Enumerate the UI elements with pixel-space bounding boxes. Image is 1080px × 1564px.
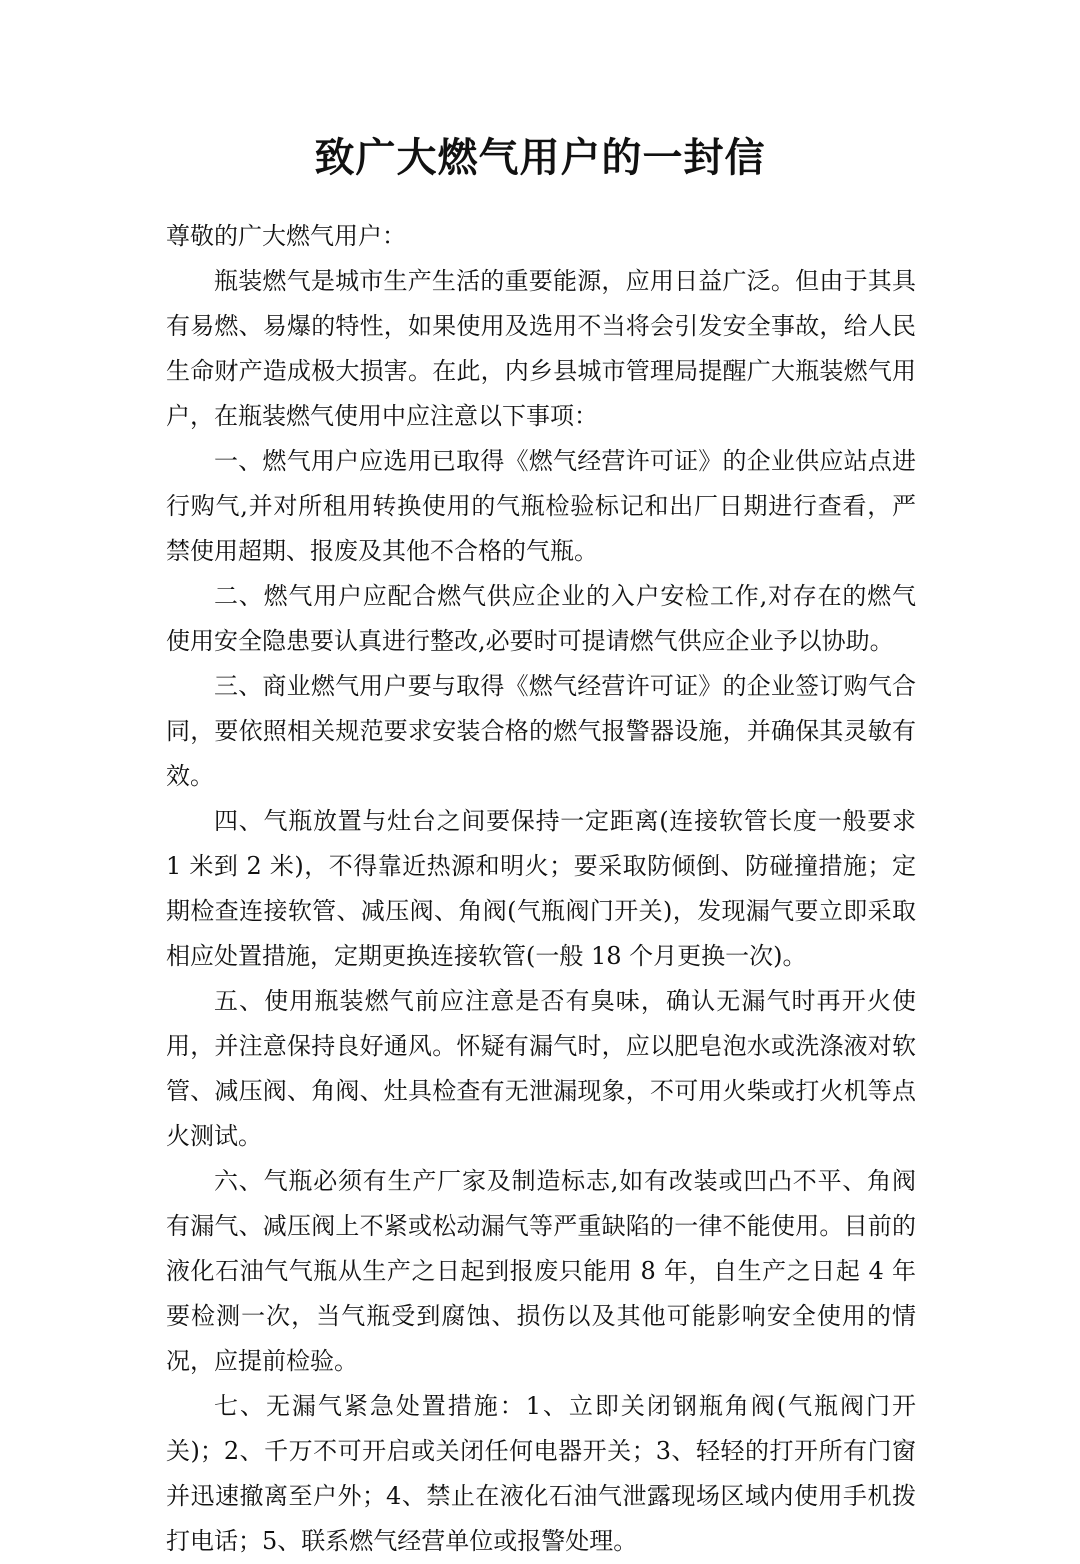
- item-6-paragraph: 六、气瓶必须有生产厂家及制造标志,如有改装或凹凸不平、角阀有漏气、减压阀上不紧或松动漏气等严重缺陷的一律不能使用。目前的液化石油气气瓶从生产之日起到报废只能用 8 年，自生产之日起 4 年要检测一次，当气瓶受到腐蚀、损伤以及其他可能影响安全使用的情况，应提前检验。: [166, 1167, 916, 1375]
- item-3-paragraph: 三、商业燃气用户要与取得《燃气经营许可证》的企业签订购气合同，要依照相关规范要求安装合格的燃气报警器设施，并确保其灵敏有效。: [166, 672, 916, 790]
- item-7-paragraph: 七、无漏气紧急处置措施：1、立即关闭钢瓶角阀(气瓶阀门开关)；2、千万不可开启或关闭任何电器开关；3、轻轻的打开所有门窗并迅速撤离至户外；4、禁止在液化石油气泄露现场区域内使用手机拨打电话；5、联系燃气经营单位或报警处理。: [166, 1392, 916, 1555]
- letter-title: 致广大燃气用户的一封信: [314, 134, 766, 181]
- intro-paragraph: 瓶装燃气是城市生产生活的重要能源，应用日益广泛。但由于其具有易燃、易爆的特性，如果使用及选用不当将会引发安全事故，给人民生命财产造成极大损害。在此，内乡县城市管理局提醒广大瓶装燃气用户，在瓶装燃气使用中应注意以下事项：: [166, 267, 916, 430]
- item-2-paragraph: 二、燃气用户应配合燃气供应企业的入户安检工作,对存在的燃气使用安全隐患要认真进行整改,必要时可提请燃气供应企业予以协助。: [166, 582, 916, 655]
- item-4-paragraph: 四、气瓶放置与灶台之间要保持一定距离(连接软管长度一般要求 1 米到 2 米)，不得靠近热源和明火；要采取防倾倒、防碰撞措施；定期检查连接软管、减压阀、角阀(气瓶阀门开关)，发现漏气要立即采取相应处置措施，定期更换连接软管(一般 18 个月更换一次)。: [166, 807, 916, 970]
- item-5-paragraph: 五、使用瓶装燃气前应注意是否有臭味，确认无漏气时再开火使用，并注意保持良好通风。怀疑有漏气时，应以肥皂泡水或洗涤液对软管、减压阀、角阀、灶具检查有无泄漏现象，不可用火柴或打火机等点火测试。: [166, 987, 916, 1150]
- letter-body: [166, 214, 916, 1564]
- item-1-paragraph: 一、燃气用户应选用已取得《燃气经营许可证》的企业供应站点进行购气,并对所租用转换使用的气瓶检验标记和出厂日期进行查看，严禁使用超期、报废及其他不合格的气瓶。: [166, 447, 916, 565]
- salutation: 尊敬的广大燃气用户：: [166, 222, 406, 250]
